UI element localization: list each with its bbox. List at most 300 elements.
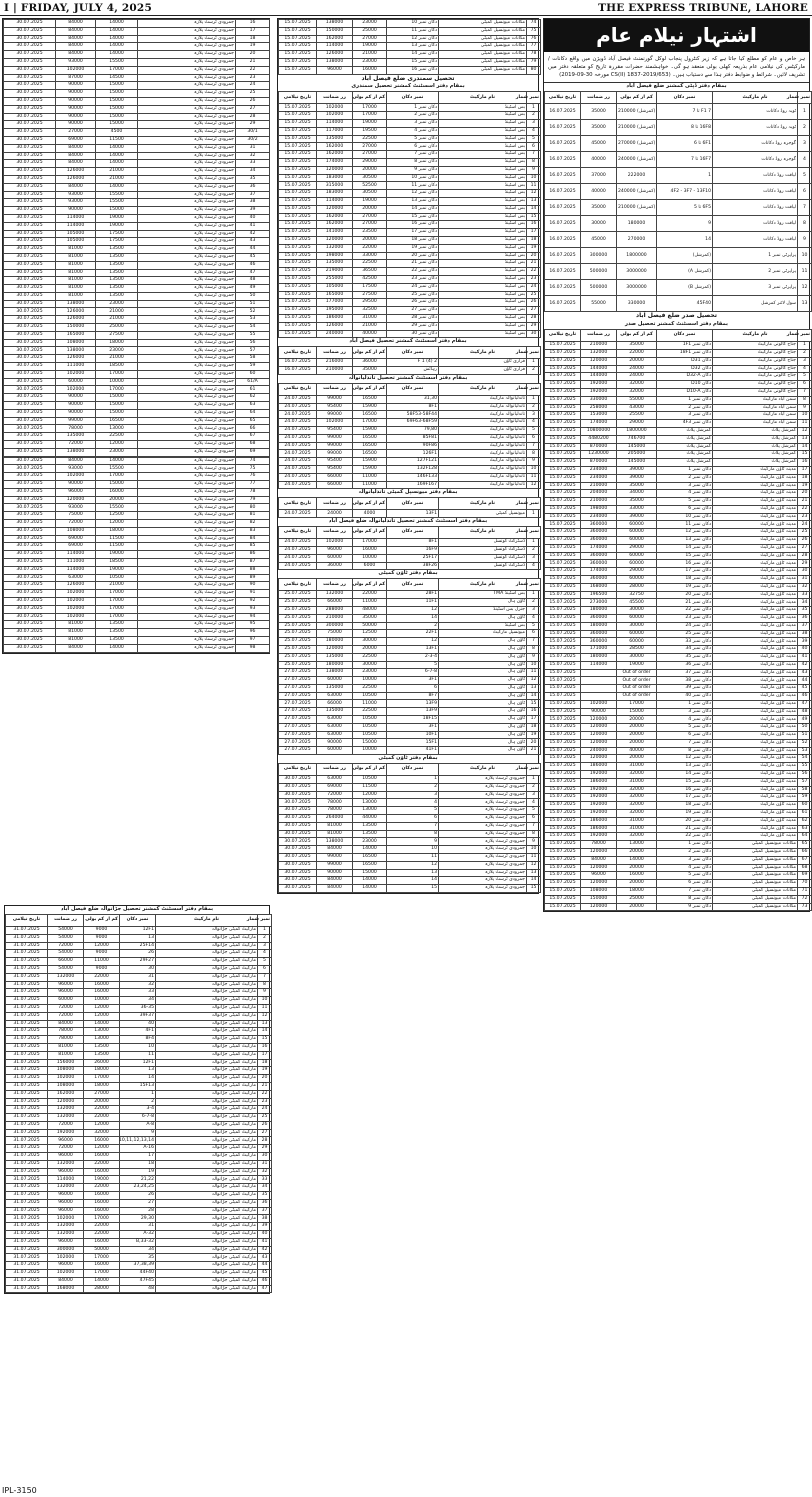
table-row bbox=[6, 942, 272, 950]
table-cell: 45 bbox=[798, 685, 812, 693]
table-cell: جمرودی ٹرسٹ پلازہ bbox=[138, 363, 236, 371]
table-cell: 15.07.2025 bbox=[545, 357, 581, 365]
table-row bbox=[545, 903, 812, 911]
table-row bbox=[279, 66, 541, 74]
table-cell: 23 bbox=[527, 275, 541, 283]
table-cell: سمن آباد مارکیٹ bbox=[713, 396, 798, 404]
table-cell: 20 bbox=[527, 739, 541, 747]
table-cell: 10 bbox=[798, 248, 812, 264]
table-cell: 15.07.2025 bbox=[545, 732, 581, 740]
table-cell: 3000000 bbox=[617, 280, 657, 296]
table-row bbox=[545, 607, 812, 615]
table-row bbox=[6, 1012, 272, 1020]
table-cell: 102000 bbox=[56, 613, 96, 621]
table-cell: 23000 bbox=[96, 448, 138, 456]
table-cell: مارکیٹ کمیٹی جڑانوالہ bbox=[156, 1129, 258, 1137]
table-cell: 81000 bbox=[48, 1051, 84, 1059]
table-cell: 31.07.2025 bbox=[6, 1067, 48, 1075]
table-cell: جناح کالونی مارکیٹ bbox=[713, 388, 798, 396]
table-cell: 7 bbox=[527, 822, 541, 830]
table-cell: 84000 bbox=[317, 877, 353, 885]
table-cell: 60000 bbox=[617, 529, 657, 537]
table-cell: 16500 bbox=[96, 417, 138, 425]
table-cell: جمرودی ٹرسٹ پلازہ bbox=[138, 230, 236, 238]
table-cell: 15.07.2025 bbox=[545, 809, 581, 817]
table-cell: مدینہ ٹاؤن مارکیٹ bbox=[713, 505, 798, 513]
table-cell: 15500 bbox=[96, 199, 138, 207]
table-cell: 5 bbox=[387, 661, 439, 669]
table-cell: 16 bbox=[527, 221, 541, 229]
table-cell: 72000 bbox=[48, 1012, 84, 1020]
table-cell: 22000 bbox=[84, 1184, 120, 1192]
table-row bbox=[4, 512, 270, 520]
table-cell: 72 bbox=[798, 895, 812, 903]
table-row bbox=[279, 244, 541, 252]
table-cell: 31.07.2025 bbox=[6, 926, 48, 934]
table-row bbox=[279, 20, 541, 28]
table-cell: 20000 bbox=[96, 496, 138, 504]
table-cell: 30.07.2025 bbox=[4, 121, 56, 129]
table-cell: 39 bbox=[798, 638, 812, 646]
table-cell: 150000 bbox=[581, 895, 617, 903]
table-cell: 135000 bbox=[317, 684, 353, 692]
table-header-cell: نام مارکیٹ bbox=[439, 347, 527, 359]
table-row bbox=[545, 677, 812, 685]
table-cell: 96000 bbox=[48, 981, 84, 989]
table-cell: دکان نمبر 1 bbox=[657, 700, 713, 708]
table-cell: 240000 bbox=[581, 747, 617, 755]
table-cell: جمرودی ٹرسٹ پلازہ bbox=[138, 527, 236, 535]
table-cell: 62 bbox=[236, 394, 270, 402]
table-cell: 42500 bbox=[353, 275, 387, 283]
table-cell: 138000 bbox=[317, 20, 353, 28]
table-cell: 15.07.2025 bbox=[279, 20, 317, 28]
table-row bbox=[6, 1075, 272, 1083]
table-row bbox=[4, 121, 270, 129]
table-cell: 264000 bbox=[317, 815, 353, 823]
table-cell: 500000 bbox=[581, 264, 617, 280]
table-cell: 12000 bbox=[84, 942, 120, 950]
table-header-cell: نمبر دکان bbox=[387, 347, 439, 359]
table-cell: 132000 bbox=[317, 591, 353, 599]
table-cell: 31.07.2025 bbox=[6, 1090, 48, 1098]
table-cell: 23000 bbox=[353, 669, 387, 677]
table-cell: 30.07.2025 bbox=[4, 535, 56, 543]
table-cell: 81000 bbox=[56, 261, 96, 269]
table-cell: 111000 bbox=[56, 558, 96, 566]
table-row bbox=[279, 669, 541, 677]
table-cell: 40 bbox=[798, 646, 812, 654]
table-cell: Out of order bbox=[617, 669, 657, 677]
table-cell: 15.07.2025 bbox=[279, 135, 317, 143]
table-cell: 22 bbox=[236, 66, 270, 74]
table-cell: 8 bbox=[527, 159, 541, 167]
table-cell: 210000 bbox=[317, 367, 353, 375]
table-cell: 15000 bbox=[96, 113, 138, 121]
table-cell: 15.07.2025 bbox=[545, 451, 581, 459]
table-cell: 1800000 bbox=[617, 427, 657, 435]
table-cell: 120000 bbox=[581, 903, 617, 911]
table-cell: 15.07.2025 bbox=[545, 560, 581, 568]
table-cell: 15.07.2025 bbox=[545, 466, 581, 474]
table-cell: 14 bbox=[527, 692, 541, 700]
table-cell: 3F1 bbox=[387, 723, 439, 731]
table-cell: 21000 bbox=[96, 175, 138, 183]
table-cell: 70 bbox=[798, 880, 812, 888]
table-cell: 96000 bbox=[48, 1168, 84, 1176]
table-cell: 63000 bbox=[56, 574, 96, 582]
table-cell: گوجرہ روڈ دکانات bbox=[713, 152, 798, 168]
table-header-cell: کم از کم بولی bbox=[353, 579, 387, 591]
table-cell: 234000 bbox=[581, 474, 617, 482]
table-cell: 10 bbox=[527, 174, 541, 182]
table-cell: 30.07.2025 bbox=[4, 551, 56, 559]
table-cell: جمرودی ٹرسٹ پلازہ bbox=[138, 558, 236, 566]
table-cell: 78000 bbox=[48, 1028, 84, 1036]
table-cell: 8 bbox=[527, 450, 541, 458]
table-cell: 33 bbox=[120, 989, 156, 997]
table-cell: 10 bbox=[527, 846, 541, 854]
col1-table-b bbox=[3, 457, 270, 653]
table-cell: مدینہ ٹاؤن مارکیٹ bbox=[713, 794, 798, 802]
table-row bbox=[279, 458, 541, 466]
table-cell: 210000 bbox=[581, 482, 617, 490]
table-cell: 14000 bbox=[96, 20, 138, 28]
table-cell: 17000 bbox=[96, 590, 138, 598]
table-cell: 4 bbox=[527, 419, 541, 427]
table-cell: 12000 bbox=[96, 441, 138, 449]
table-header-cell: زر ضمانت bbox=[317, 347, 353, 359]
table-cell: 47F45 bbox=[120, 1277, 156, 1285]
table-cell: 273000 bbox=[581, 599, 617, 607]
table-row bbox=[279, 473, 541, 481]
table-cell: 30.07.2025 bbox=[4, 465, 56, 473]
table-cell: 120000 bbox=[581, 864, 617, 872]
table-row bbox=[6, 1254, 272, 1262]
table-cell: 1230000 bbox=[581, 451, 617, 459]
table-cell: 30.07.2025 bbox=[4, 105, 56, 113]
table-row bbox=[6, 1067, 272, 1075]
table-cell: 32 bbox=[120, 981, 156, 989]
table-row bbox=[279, 427, 541, 435]
table-cell: 93000 bbox=[56, 465, 96, 473]
table-cell: جمرودی ٹرسٹ پلازہ bbox=[138, 160, 236, 168]
table-cell: 132F128 bbox=[387, 466, 439, 474]
table-cell: 135000 bbox=[317, 260, 353, 268]
table-row bbox=[4, 347, 270, 355]
table-cell: 13F1 bbox=[387, 645, 439, 653]
table-cell: 14 bbox=[258, 1028, 272, 1036]
table-row bbox=[4, 308, 270, 316]
table-cell: 91 bbox=[236, 590, 270, 598]
table-cell: 30.07.2025 bbox=[279, 783, 317, 791]
table-cell: 12 bbox=[798, 280, 812, 296]
table-cell: دکان نمبر 6 bbox=[387, 143, 439, 151]
table-cell: دکان نمبر 5 bbox=[657, 724, 713, 732]
table-cell: 96000 bbox=[317, 546, 353, 554]
table-row bbox=[4, 574, 270, 582]
table-cell: دکان نمبر 3 bbox=[657, 412, 713, 420]
table-cell: 30000 bbox=[581, 216, 617, 232]
table-cell: 15.07.2025 bbox=[545, 724, 581, 732]
table-row bbox=[279, 606, 541, 614]
table-cell: 15000 bbox=[96, 481, 138, 489]
table-cell: 15.07.2025 bbox=[545, 646, 581, 654]
table-cell: 93000 bbox=[56, 58, 96, 66]
table-cell: 90000 bbox=[317, 739, 353, 747]
table-cell: 14000 bbox=[96, 152, 138, 160]
table-cell: 15 bbox=[527, 700, 541, 708]
table-cell: 360000 bbox=[581, 615, 617, 623]
table-cell: ڈسٹرکٹ کونسل bbox=[439, 562, 527, 570]
table-cell: 33 bbox=[258, 1176, 272, 1184]
table-cell: دکان نمبر 2 bbox=[387, 112, 439, 120]
table-cell: دکان نمبر 13 bbox=[657, 537, 713, 545]
table-cell: مکانات میونسپل کمیٹی bbox=[713, 864, 798, 872]
table-header-cell: نمبر دکان bbox=[387, 527, 439, 539]
table-cell: 27.07.2025 bbox=[279, 723, 317, 731]
table-row bbox=[545, 404, 812, 412]
table-cell: مارکیٹ کمیٹی جڑانوالہ bbox=[156, 1059, 258, 1067]
table-cell: جمرودی ٹرسٹ پلازہ bbox=[138, 473, 236, 481]
table-cell: 20000 bbox=[353, 166, 387, 174]
table-cell: مارکیٹ کمیٹی جڑانوالہ bbox=[156, 1153, 258, 1161]
table-cell: 27.07.2025 bbox=[279, 669, 317, 677]
table-cell: 10500 bbox=[353, 716, 387, 724]
table-cell: 15.07.2025 bbox=[545, 747, 581, 755]
table-cell: 114000 bbox=[317, 198, 353, 206]
table-cell: سمن آباد مارکیٹ bbox=[713, 412, 798, 420]
table-cell: 30.07.2025 bbox=[4, 481, 56, 489]
table-cell: 47 bbox=[236, 269, 270, 277]
table-cell: 18500 bbox=[96, 363, 138, 371]
table-cell: 31.07.2025 bbox=[6, 1277, 48, 1285]
table-cell: 156000 bbox=[48, 1059, 84, 1067]
table-row bbox=[545, 778, 812, 786]
table-cell: 77 bbox=[527, 43, 541, 51]
table-cell: 10500 bbox=[353, 776, 387, 784]
table-cell: 79 bbox=[527, 58, 541, 66]
table-cell: 22000 bbox=[84, 1231, 120, 1239]
table-cell: 17000 bbox=[353, 419, 387, 427]
table-cell: 90000 bbox=[56, 105, 96, 113]
table-cell: 24 bbox=[258, 1106, 272, 1114]
table-cell: 30.07.2025 bbox=[4, 488, 56, 496]
table-cell: 6 bbox=[527, 630, 541, 638]
table-cell: 32500 bbox=[353, 307, 387, 315]
table-cell: 20 bbox=[798, 490, 812, 498]
table-cell: مدینہ ٹاؤن مارکیٹ bbox=[713, 529, 798, 537]
table-cell: دکان نمبر 1 bbox=[657, 841, 713, 849]
table-cell: 23 bbox=[798, 513, 812, 521]
table-cell: 4 bbox=[527, 799, 541, 807]
table-cell: 27 bbox=[798, 544, 812, 552]
table-cell: 24.07.2025 bbox=[279, 562, 317, 570]
table-cell: 30.07.2025 bbox=[4, 457, 56, 465]
table-row bbox=[279, 854, 541, 862]
table-cell: ٹوبہ روڈ دکانات bbox=[713, 104, 798, 120]
table-cell: 11000 bbox=[353, 481, 387, 489]
table-cell: 32000 bbox=[617, 802, 657, 810]
table-cell: 84000 bbox=[56, 27, 96, 35]
table-cell: 5 bbox=[798, 373, 812, 381]
table-row bbox=[4, 621, 270, 629]
table-cell: 55 bbox=[798, 763, 812, 771]
table-cell: 20 bbox=[527, 252, 541, 260]
table-cell: 102000 bbox=[56, 473, 96, 481]
table-cell: 18 bbox=[258, 1059, 272, 1067]
table-row bbox=[279, 166, 541, 174]
table-cell: 10000 bbox=[353, 677, 387, 685]
table-cell: 49 bbox=[798, 716, 812, 724]
notice-title: اشتہار نیلام عام bbox=[544, 19, 809, 52]
table-cell: 30.07.2025 bbox=[279, 877, 317, 885]
table-cell: 17500 bbox=[96, 230, 138, 238]
table-cell: دکان نمبر 27 bbox=[387, 307, 439, 315]
table-cell: 205000 bbox=[617, 451, 657, 459]
table-cell: 22000 bbox=[617, 349, 657, 357]
table-cell: دکان نمبر 6 bbox=[657, 732, 713, 740]
table-cell: 10500 bbox=[353, 723, 387, 731]
table-cell: 30/2 bbox=[236, 136, 270, 144]
table-cell: 28 bbox=[258, 1137, 272, 1145]
table-cell: 120000 bbox=[317, 236, 353, 244]
table-cell: 17000 bbox=[96, 370, 138, 378]
table-cell: مارکیٹ کمیٹی جڑانوالہ bbox=[156, 1254, 258, 1262]
table-cell: 19000 bbox=[96, 566, 138, 574]
table-cell: 9 bbox=[120, 1129, 156, 1137]
table-cell: 15.07.2025 bbox=[545, 349, 581, 357]
table-cell: جمرودی ٹرسٹ پلازہ bbox=[138, 425, 236, 433]
table-cell: 16.07.2025 bbox=[545, 296, 581, 312]
table-cell: 30.07.2025 bbox=[4, 35, 56, 43]
table-cell: 16000 bbox=[84, 1262, 120, 1270]
table-row bbox=[6, 1137, 272, 1145]
table-cell: 11000 bbox=[84, 958, 120, 966]
table-cell: 26 bbox=[120, 950, 156, 958]
table-cell: 30.07.2025 bbox=[279, 822, 317, 830]
table-cell: 145000 bbox=[617, 443, 657, 451]
table-cell: 30.07.2025 bbox=[4, 448, 56, 456]
table-cell: جمرودی ٹرسٹ پلازہ bbox=[439, 791, 527, 799]
table-cell: مارکیٹ کمیٹی جڑانوالہ bbox=[156, 1223, 258, 1231]
table-cell: دکان نمبر 22 bbox=[657, 833, 713, 841]
table-cell: 17000 bbox=[96, 66, 138, 74]
col2 bbox=[277, 18, 539, 894]
table-cell: 90000 bbox=[56, 97, 96, 105]
table-cell: 85 bbox=[236, 543, 270, 551]
table-row bbox=[545, 184, 812, 200]
table-cell: 90000 bbox=[56, 113, 96, 121]
table-cell: 15.07.2025 bbox=[545, 887, 581, 895]
table-cell: تاندلیانوالہ مارکیٹ bbox=[439, 419, 527, 427]
table-cell: 78000 bbox=[317, 799, 353, 807]
table-cell: مدینہ ٹاؤن مارکیٹ bbox=[713, 466, 798, 474]
table-row bbox=[4, 222, 270, 230]
table-cell: مدینہ ٹاؤن مارکیٹ bbox=[713, 685, 798, 693]
table-cell: 81000 bbox=[56, 269, 96, 277]
table-cell: 15.07.2025 bbox=[545, 482, 581, 490]
table-row bbox=[4, 246, 270, 254]
table-cell: 12 bbox=[387, 606, 439, 614]
table-cell: 102000 bbox=[48, 1075, 84, 1083]
table-cell: 3 bbox=[527, 120, 541, 128]
table-cell: 16000 bbox=[84, 981, 120, 989]
table-header-cell: نمبر شمار bbox=[527, 92, 541, 104]
table-cell: 36000 bbox=[317, 562, 353, 570]
table-cell: 12 bbox=[387, 638, 439, 646]
table-cell: 102000 bbox=[56, 590, 96, 598]
table-cell: 114000 bbox=[317, 120, 353, 128]
table-cell: 84000 bbox=[56, 144, 96, 152]
table-cell: جمرودی ٹرسٹ پلازہ bbox=[138, 324, 236, 332]
table-cell: جمرودی ٹرسٹ پلازہ bbox=[439, 776, 527, 784]
table-cell: 25 bbox=[258, 1114, 272, 1122]
table-row bbox=[279, 51, 541, 59]
table-cell: 28 bbox=[798, 552, 812, 560]
table-row bbox=[4, 292, 270, 300]
table-row bbox=[4, 409, 270, 417]
table-cell: 31.07.2025 bbox=[6, 1199, 48, 1207]
table-cell: ٹاؤن ہال bbox=[439, 614, 527, 622]
table-cell: 120000 bbox=[581, 732, 617, 740]
table-cell: 15000 bbox=[96, 207, 138, 215]
table-cell: بس اسٹینڈ bbox=[439, 307, 527, 315]
table-row bbox=[4, 35, 270, 43]
table-cell: دکان نمبر 19 bbox=[657, 583, 713, 591]
table-cell: 93000 bbox=[56, 191, 96, 199]
table-cell: 43000 bbox=[617, 404, 657, 412]
table-cell: 68 bbox=[236, 441, 270, 449]
table-cell: 5 bbox=[527, 427, 541, 435]
table-cell: کمرشل پلاٹ bbox=[657, 435, 713, 443]
table-cell: دکان نمبر 10 bbox=[387, 20, 439, 28]
table-cell: 15.07.2025 bbox=[279, 159, 317, 167]
table-cell: 32 bbox=[798, 583, 812, 591]
table-row bbox=[4, 324, 270, 332]
table-cell: تاندلیانوالہ مارکیٹ bbox=[439, 466, 527, 474]
table-cell: 63 bbox=[236, 402, 270, 410]
table-cell: 30.07.2025 bbox=[4, 590, 56, 598]
table-cell: مکانات میونسپل کمیٹی bbox=[439, 43, 527, 51]
table-row bbox=[545, 280, 812, 296]
table-cell: 50000 bbox=[353, 622, 387, 630]
table-row bbox=[545, 724, 812, 732]
table-cell: 15.07.2025 bbox=[545, 763, 581, 771]
table-cell: 120000 bbox=[581, 724, 617, 732]
table-cell: سمن آباد مارکیٹ bbox=[713, 420, 798, 428]
table-cell: مدینہ ٹاؤن مارکیٹ bbox=[713, 809, 798, 817]
table-cell: دکان نمبر 11 bbox=[387, 182, 439, 190]
table-cell: 13500 bbox=[96, 285, 138, 293]
col2-secD-title: بمقام دفتر میونسپل کمیٹی تاندلیانوالہ bbox=[358, 489, 458, 496]
table-cell: 38 bbox=[798, 630, 812, 638]
table-cell: 37000 bbox=[581, 168, 617, 184]
table-cell: 96000 bbox=[48, 1137, 84, 1145]
col1-sec2-title: بمقام دفتر اسسٹنٹ کمشنر تحصیل جڑانوالہ ضلع فیصل آباد bbox=[60, 906, 214, 912]
table-cell: 145000 bbox=[617, 459, 657, 467]
table-cell: 29,30 bbox=[120, 1215, 156, 1223]
table-cell: جمرودی ٹرسٹ پلازہ bbox=[138, 378, 236, 386]
table-cell: دکان نمبر 1 bbox=[657, 466, 713, 474]
table-cell: 20000 bbox=[617, 357, 657, 365]
table-cell: مدینہ ٹاؤن مارکیٹ bbox=[713, 583, 798, 591]
table-cell: 13500 bbox=[96, 277, 138, 285]
table-row bbox=[545, 216, 812, 232]
table-row bbox=[545, 864, 812, 872]
table-cell: 31.07.2025 bbox=[6, 1254, 48, 1262]
table-cell: 15000 bbox=[96, 394, 138, 402]
